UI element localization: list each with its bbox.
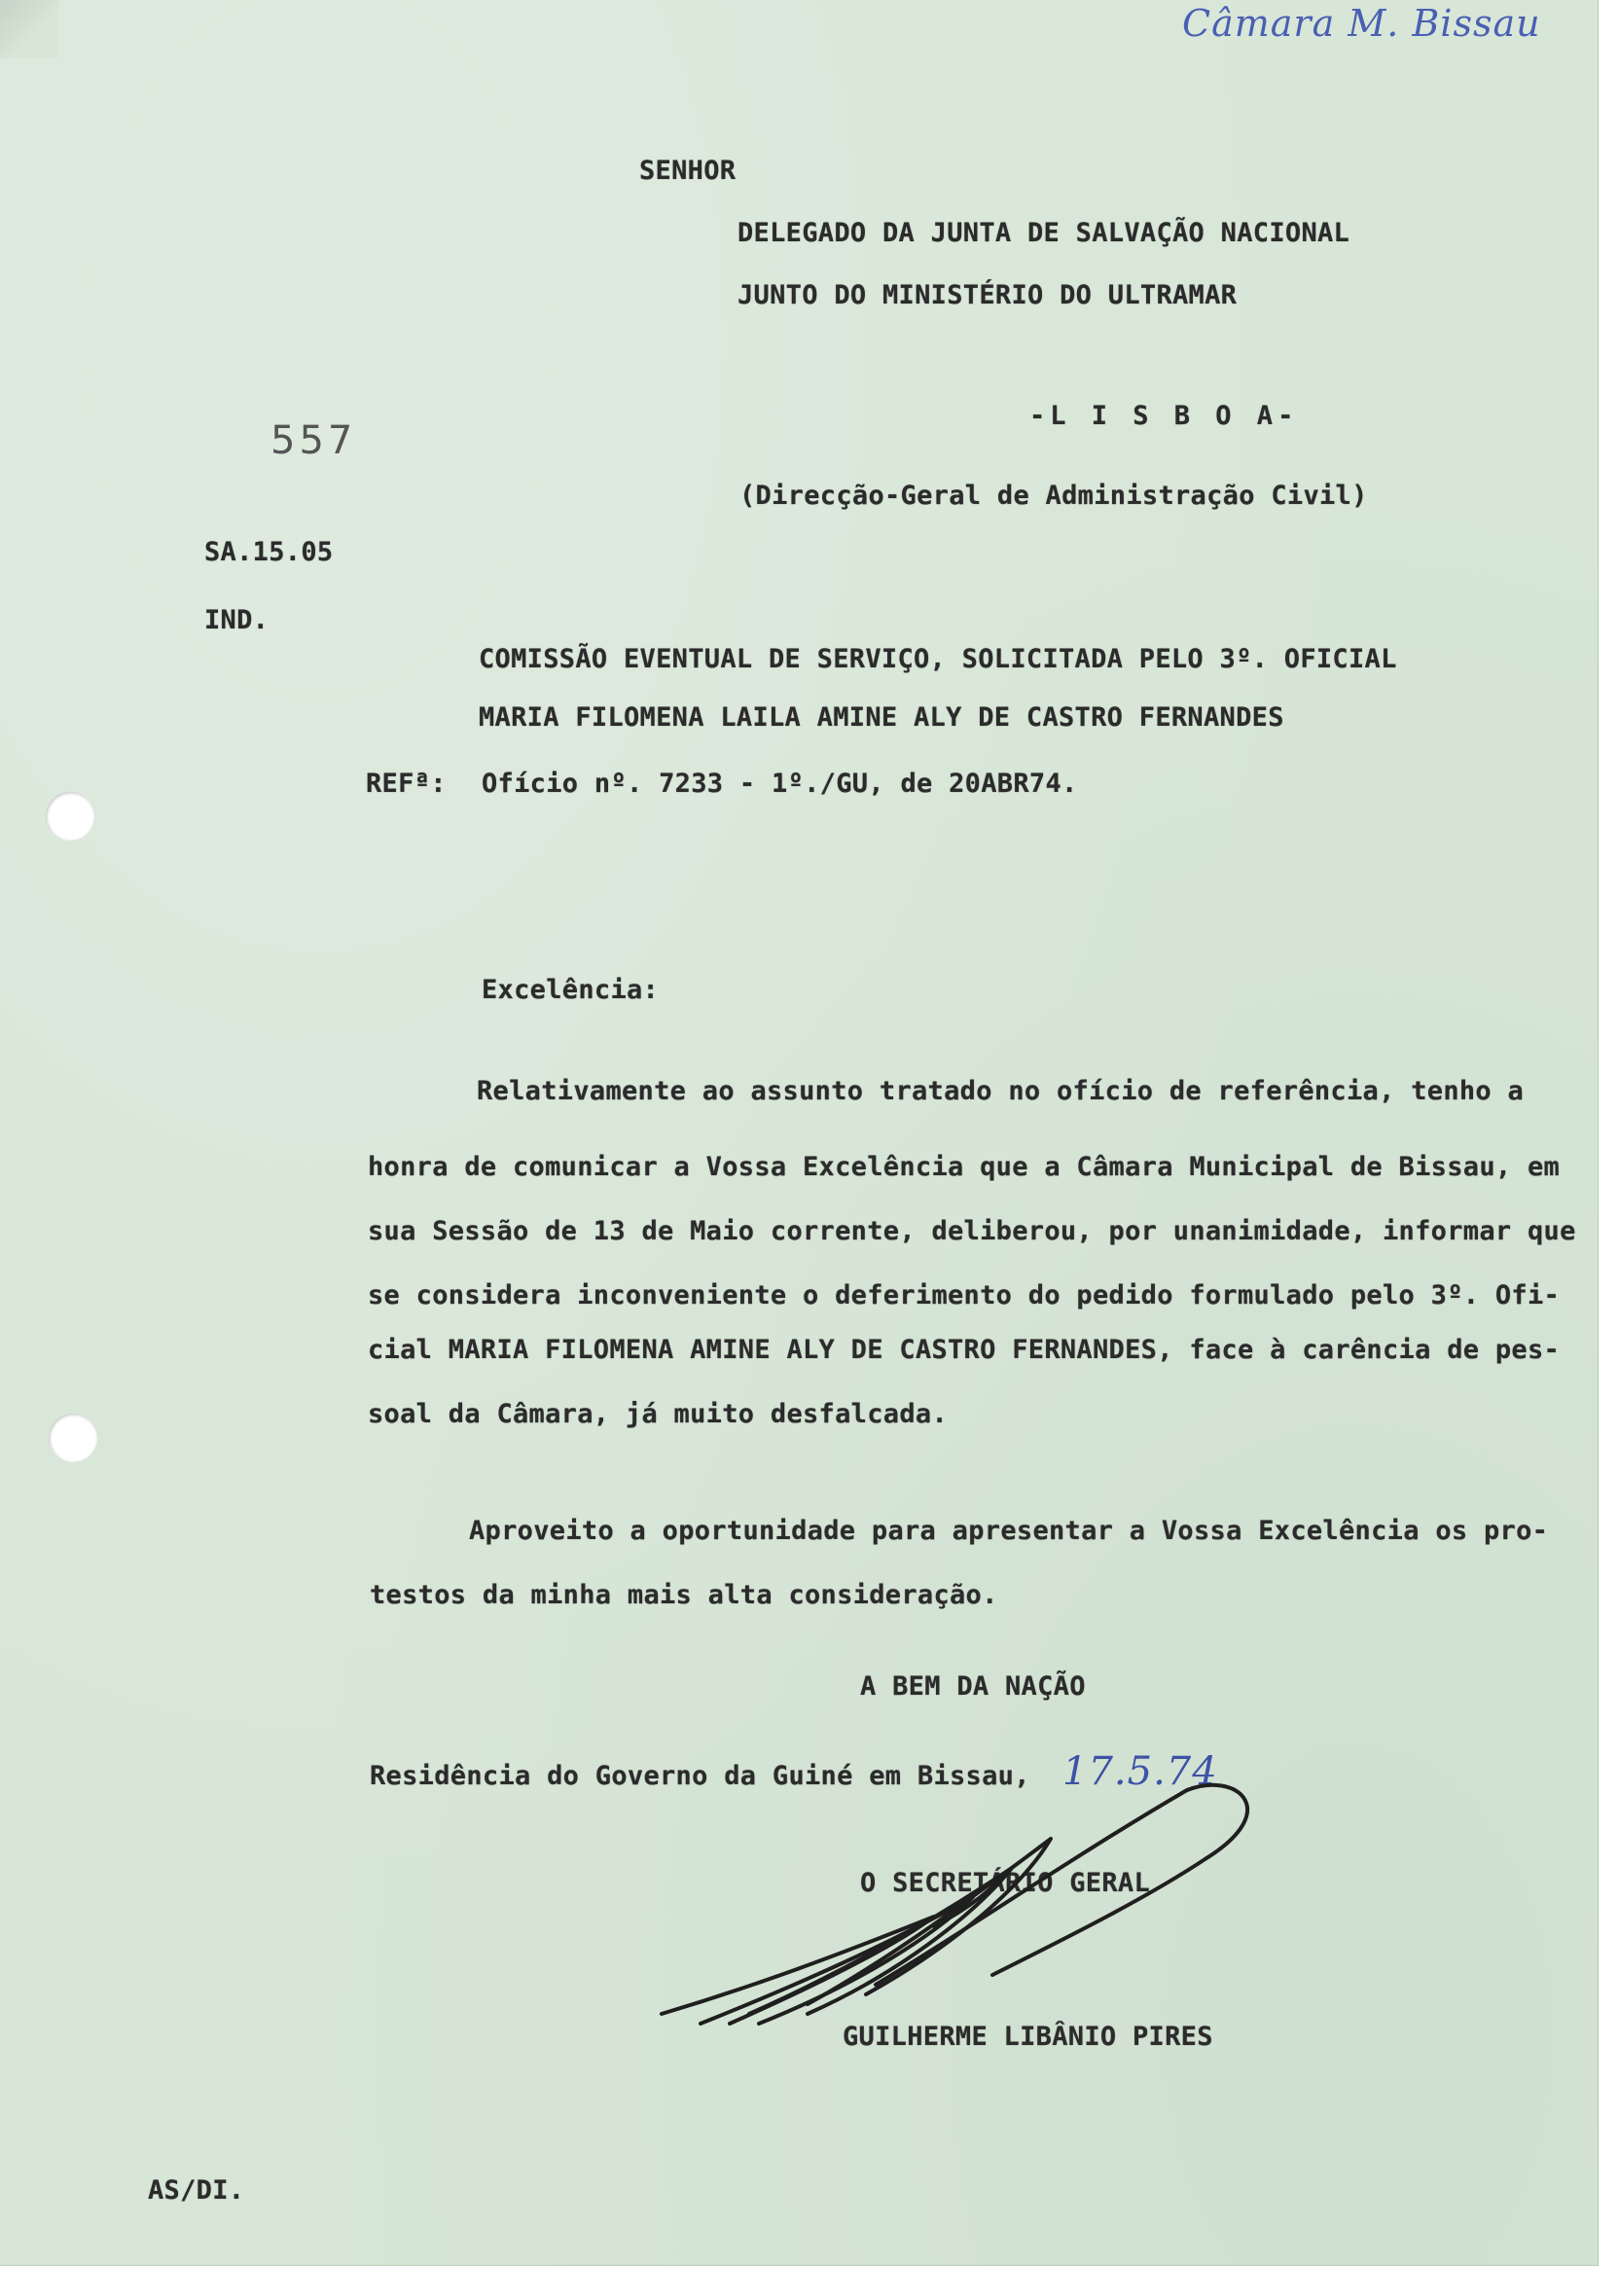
signature-strokes bbox=[662, 1785, 1247, 2024]
signatory-title: O SECRETÁRIO GERAL bbox=[860, 1868, 1150, 1898]
signatory-name: GUILHERME LIBÂNIO PIRES bbox=[843, 2022, 1213, 2052]
body-p1-line4: se considera inconveniente o deferimento do pedido formulado pelo 3º. Ofi- bbox=[368, 1280, 1561, 1310]
addressee-line1: SENHOR bbox=[639, 156, 737, 186]
body-p1-line1: Relativamente ao assunto tratado no ofício de referência, tenho a bbox=[477, 1076, 1525, 1106]
typist-initials: AS/DI. bbox=[148, 2175, 245, 2206]
body-p1-line3: sua Sessão de 13 de Maio corrente, deliberou, por unanimidade, informar que bbox=[368, 1216, 1576, 1246]
body-p2-line1: Aproveito a oportunidade para apresentar a Vossa Excelência os pro- bbox=[469, 1516, 1549, 1546]
body-p2-line2: testos da minha mais alta consideração. bbox=[370, 1580, 998, 1610]
addressee-line2: DELEGADO DA JUNTA DE SALVAÇÃO NACIONAL bbox=[738, 218, 1350, 248]
addressee-city: -L I S B O A- bbox=[1029, 401, 1299, 431]
closing-place: Residência do Governo da Guiné em Bissau, bbox=[370, 1761, 1030, 1791]
punch-hole-top bbox=[46, 792, 94, 841]
closing-motto: A BEM DA NAÇÃO bbox=[860, 1671, 1086, 1702]
reference-text: Ofício nº. 7233 - 1º./GU, de 20ABR74. bbox=[482, 769, 1078, 799]
handwritten-signature bbox=[642, 1780, 1362, 2072]
body-p1-line2: honra de comunicar a Vossa Excelência que a Câmara Municipal de Bissau, em bbox=[368, 1152, 1561, 1182]
subject-line1: COMISSÃO EVENTUAL DE SERVIÇO, SOLICITADA PELO 3º. OFICIAL bbox=[479, 644, 1397, 674]
code-ind: IND. bbox=[204, 605, 270, 635]
handwritten-date: 17.5.74 bbox=[1062, 1749, 1218, 1794]
code-sa: SA.15.05 bbox=[204, 537, 334, 567]
body-p1-line6: soal da Câmara, já muito desfalcada. bbox=[368, 1399, 948, 1429]
addressee-line3: JUNTO DO MINISTÉRIO DO ULTRAMAR bbox=[738, 280, 1238, 310]
addressee-department: (Direcção-Geral de Administração Civil) bbox=[739, 481, 1368, 511]
salutation: Excelência: bbox=[482, 975, 660, 1005]
reference-label: REFª: bbox=[366, 769, 447, 799]
body-p1-line5: cial MARIA FILOMENA AMINE ALY DE CASTRO FERNANDES, face à carência de pes- bbox=[368, 1335, 1561, 1365]
document-number: 557 bbox=[270, 418, 357, 463]
folded-corner bbox=[0, 0, 58, 58]
handwritten-header: Câmara M. Bissau bbox=[1182, 2, 1541, 45]
punch-hole-bottom bbox=[49, 1414, 97, 1462]
subject-line2: MARIA FILOMENA LAILA AMINE ALY DE CASTRO FERNANDES bbox=[479, 702, 1284, 733]
